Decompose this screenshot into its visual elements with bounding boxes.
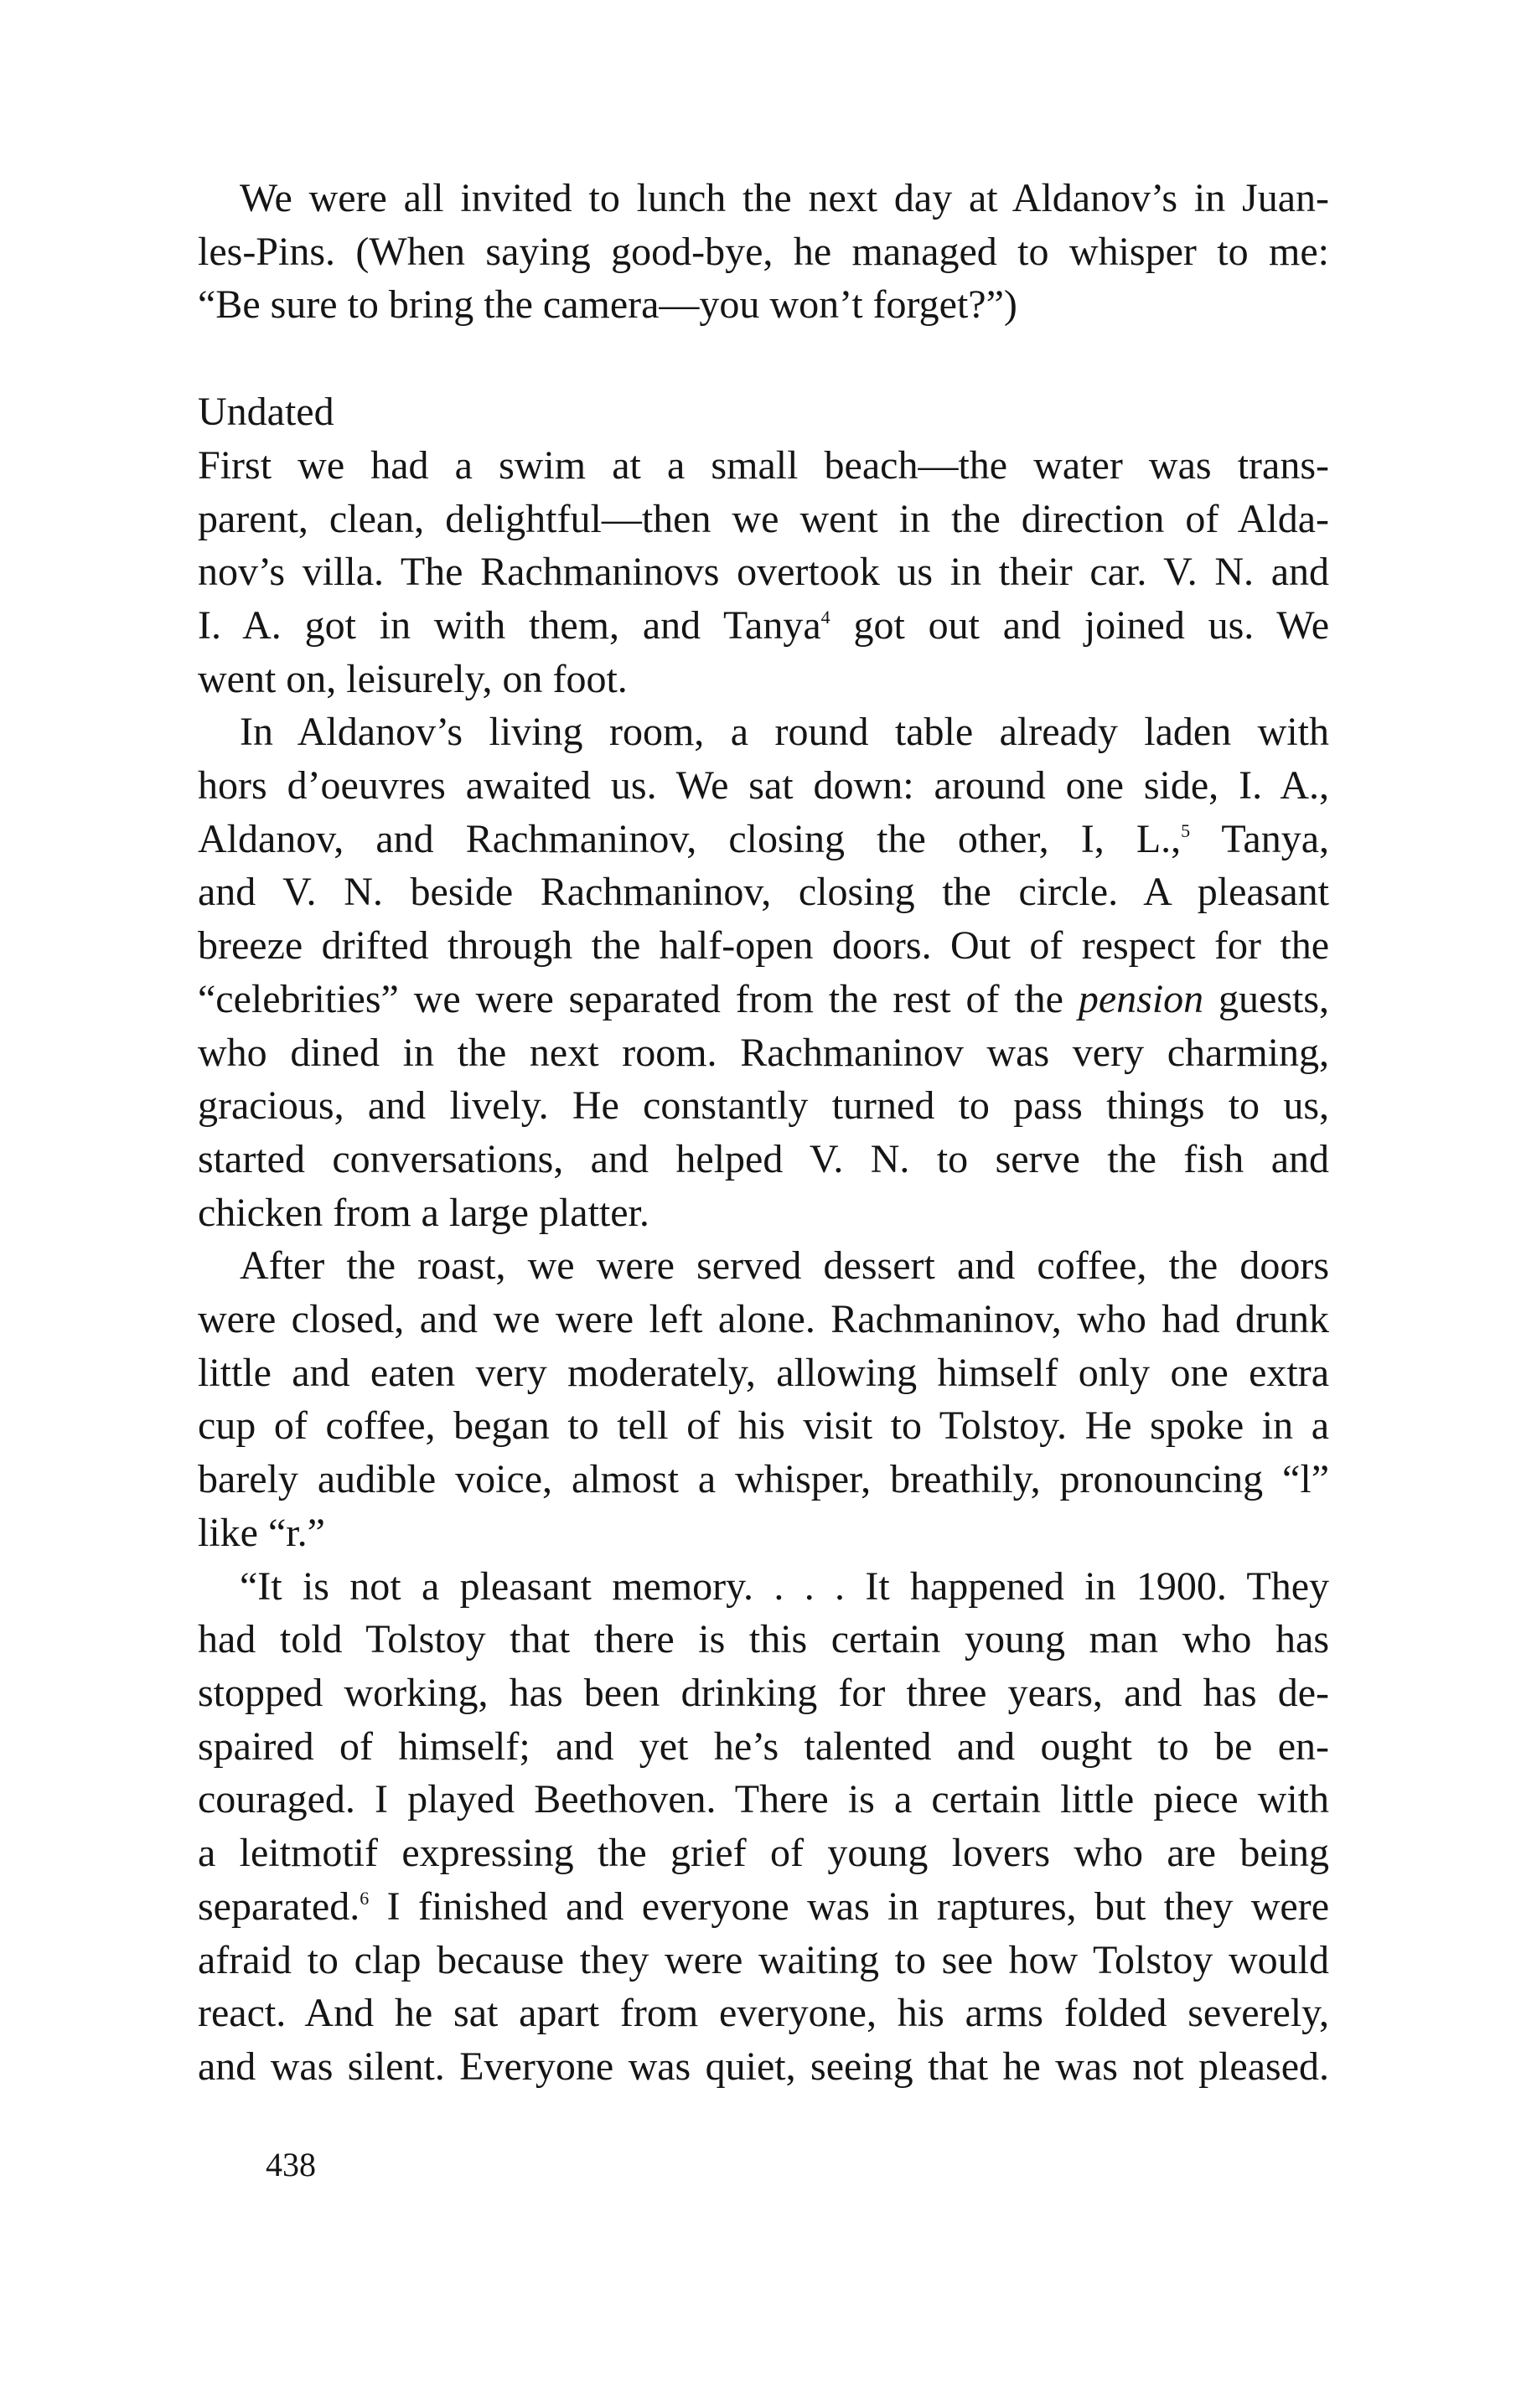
paragraph-swim xyxy=(198,439,1329,706)
italic-word-pension: pension xyxy=(1078,976,1204,1021)
text-line xyxy=(198,599,1329,653)
text-line: breeze drifted through the half-open doors. Out of respect for the xyxy=(198,923,1329,969)
text-line: les-Pins. (When saying good-bye, he managed to whisper to me: xyxy=(198,229,1329,274)
text-line: gracious, and lively. He constantly turned to pass things to us, xyxy=(198,1083,1329,1129)
text-line: nov’s villa. The Rachmaninovs overtook us in their car. V. N. and xyxy=(198,550,1329,595)
text-fragment: Aldanov, and Rachmaninov, closing the other, I, L., xyxy=(198,816,1182,861)
text-line: First we had a swim at a small beach—the water was trans- xyxy=(198,442,1329,488)
text-line: who dined in the next room. Rachmaninov was very charming, xyxy=(198,1030,1329,1075)
section-heading-undated: Undated xyxy=(198,390,334,435)
text-line: afraid to clap because they were waiting to see how Tolstoy would xyxy=(198,1937,1329,1982)
body-text xyxy=(198,172,1329,2094)
footnote-ref-6: 6 xyxy=(360,1887,370,1909)
footnote-ref-4: 4 xyxy=(820,606,830,628)
paragraph-after-roast xyxy=(198,1239,1329,1559)
text-line: started conversations, and helped V. N. to serve the fish and xyxy=(198,1136,1329,1181)
text-line: little and eaten very moderately, allowing himself only one extra xyxy=(198,1350,1329,1395)
text-line: After the roast, we were served dessert and coffee, the doors xyxy=(240,1243,1329,1289)
text-fragment: got out and joined us. We xyxy=(830,602,1330,648)
text-line: cup of coffee, began to tell of his visit to Tolstoy. He spoke in a xyxy=(198,1403,1329,1449)
text-line: parent, clean, delightful—then we went in the direction of Alda- xyxy=(198,496,1329,541)
text-line: spaired of himself; and yet he’s talented and ought to be en- xyxy=(198,1723,1329,1769)
text-line xyxy=(198,973,1329,1026)
text-line xyxy=(198,1880,1329,1934)
text-line: barely audible voice, almost a whisper, breathily, pronouncing “l” xyxy=(198,1457,1329,1502)
text-line: couraged. I played Beethoven. There is a certain little piece with xyxy=(198,1777,1329,1822)
page-number: 438 xyxy=(266,2146,316,2183)
text-line: had told Tolstoy that there is this certain young man who has xyxy=(198,1617,1329,1662)
text-line: a leitmotif expressing the grief of young lovers who are being xyxy=(198,1831,1329,1876)
text-fragment: I finished and everyone was in raptures, but they were xyxy=(369,1884,1329,1929)
text-line: and was silent. Everyone was quiet, seeing that he was not pleased. xyxy=(198,2044,1329,2089)
text-fragment: “celebrities” we were separated from the rest of the xyxy=(198,976,1079,1021)
paragraph-tolstoy-memory xyxy=(198,1560,1329,2094)
text-fragment: Tanya, xyxy=(1190,816,1329,861)
paragraph-living-room xyxy=(198,705,1329,1239)
text-line: and V. N. beside Rachmaninov, closing the circle. A pleasant xyxy=(198,870,1329,915)
text-line: stopped working, has been drinking for three years, and has de- xyxy=(198,1670,1329,1715)
footnote-ref-5: 5 xyxy=(1181,819,1191,841)
text-line: hors d’oeuvres awaited us. We sat down: around one side, I. A., xyxy=(198,763,1329,809)
text-fragment: I. A. got in with them, and Tanya xyxy=(198,602,821,648)
text-line: In Aldanov’s living room, a round table already laden with xyxy=(240,710,1329,755)
text-line: “It is not a pleasant memory. . . . It happened in 1900. They xyxy=(240,1563,1329,1609)
text-line: chicken from a large platter. xyxy=(198,1190,649,1235)
text-fragment: separated. xyxy=(198,1884,360,1929)
text-fragment: guests, xyxy=(1203,976,1330,1021)
text-line xyxy=(198,813,1329,866)
text-line: react. And he sat apart from everyone, his arms folded severely, xyxy=(198,1991,1329,2036)
text-line: “Be sure to bring the camera—you won’t forget?”) xyxy=(198,282,1017,328)
text-line: We were all invited to lunch the next day at Aldanov’s in Juan- xyxy=(240,176,1329,220)
text-line: were closed, and we were left alone. Rachmaninov, who had drunk xyxy=(198,1297,1329,1342)
paragraph-lunch-invitation xyxy=(198,172,1329,332)
text-line: like “r.” xyxy=(198,1510,325,1555)
text-line: went on, leisurely, on foot. xyxy=(198,656,628,701)
